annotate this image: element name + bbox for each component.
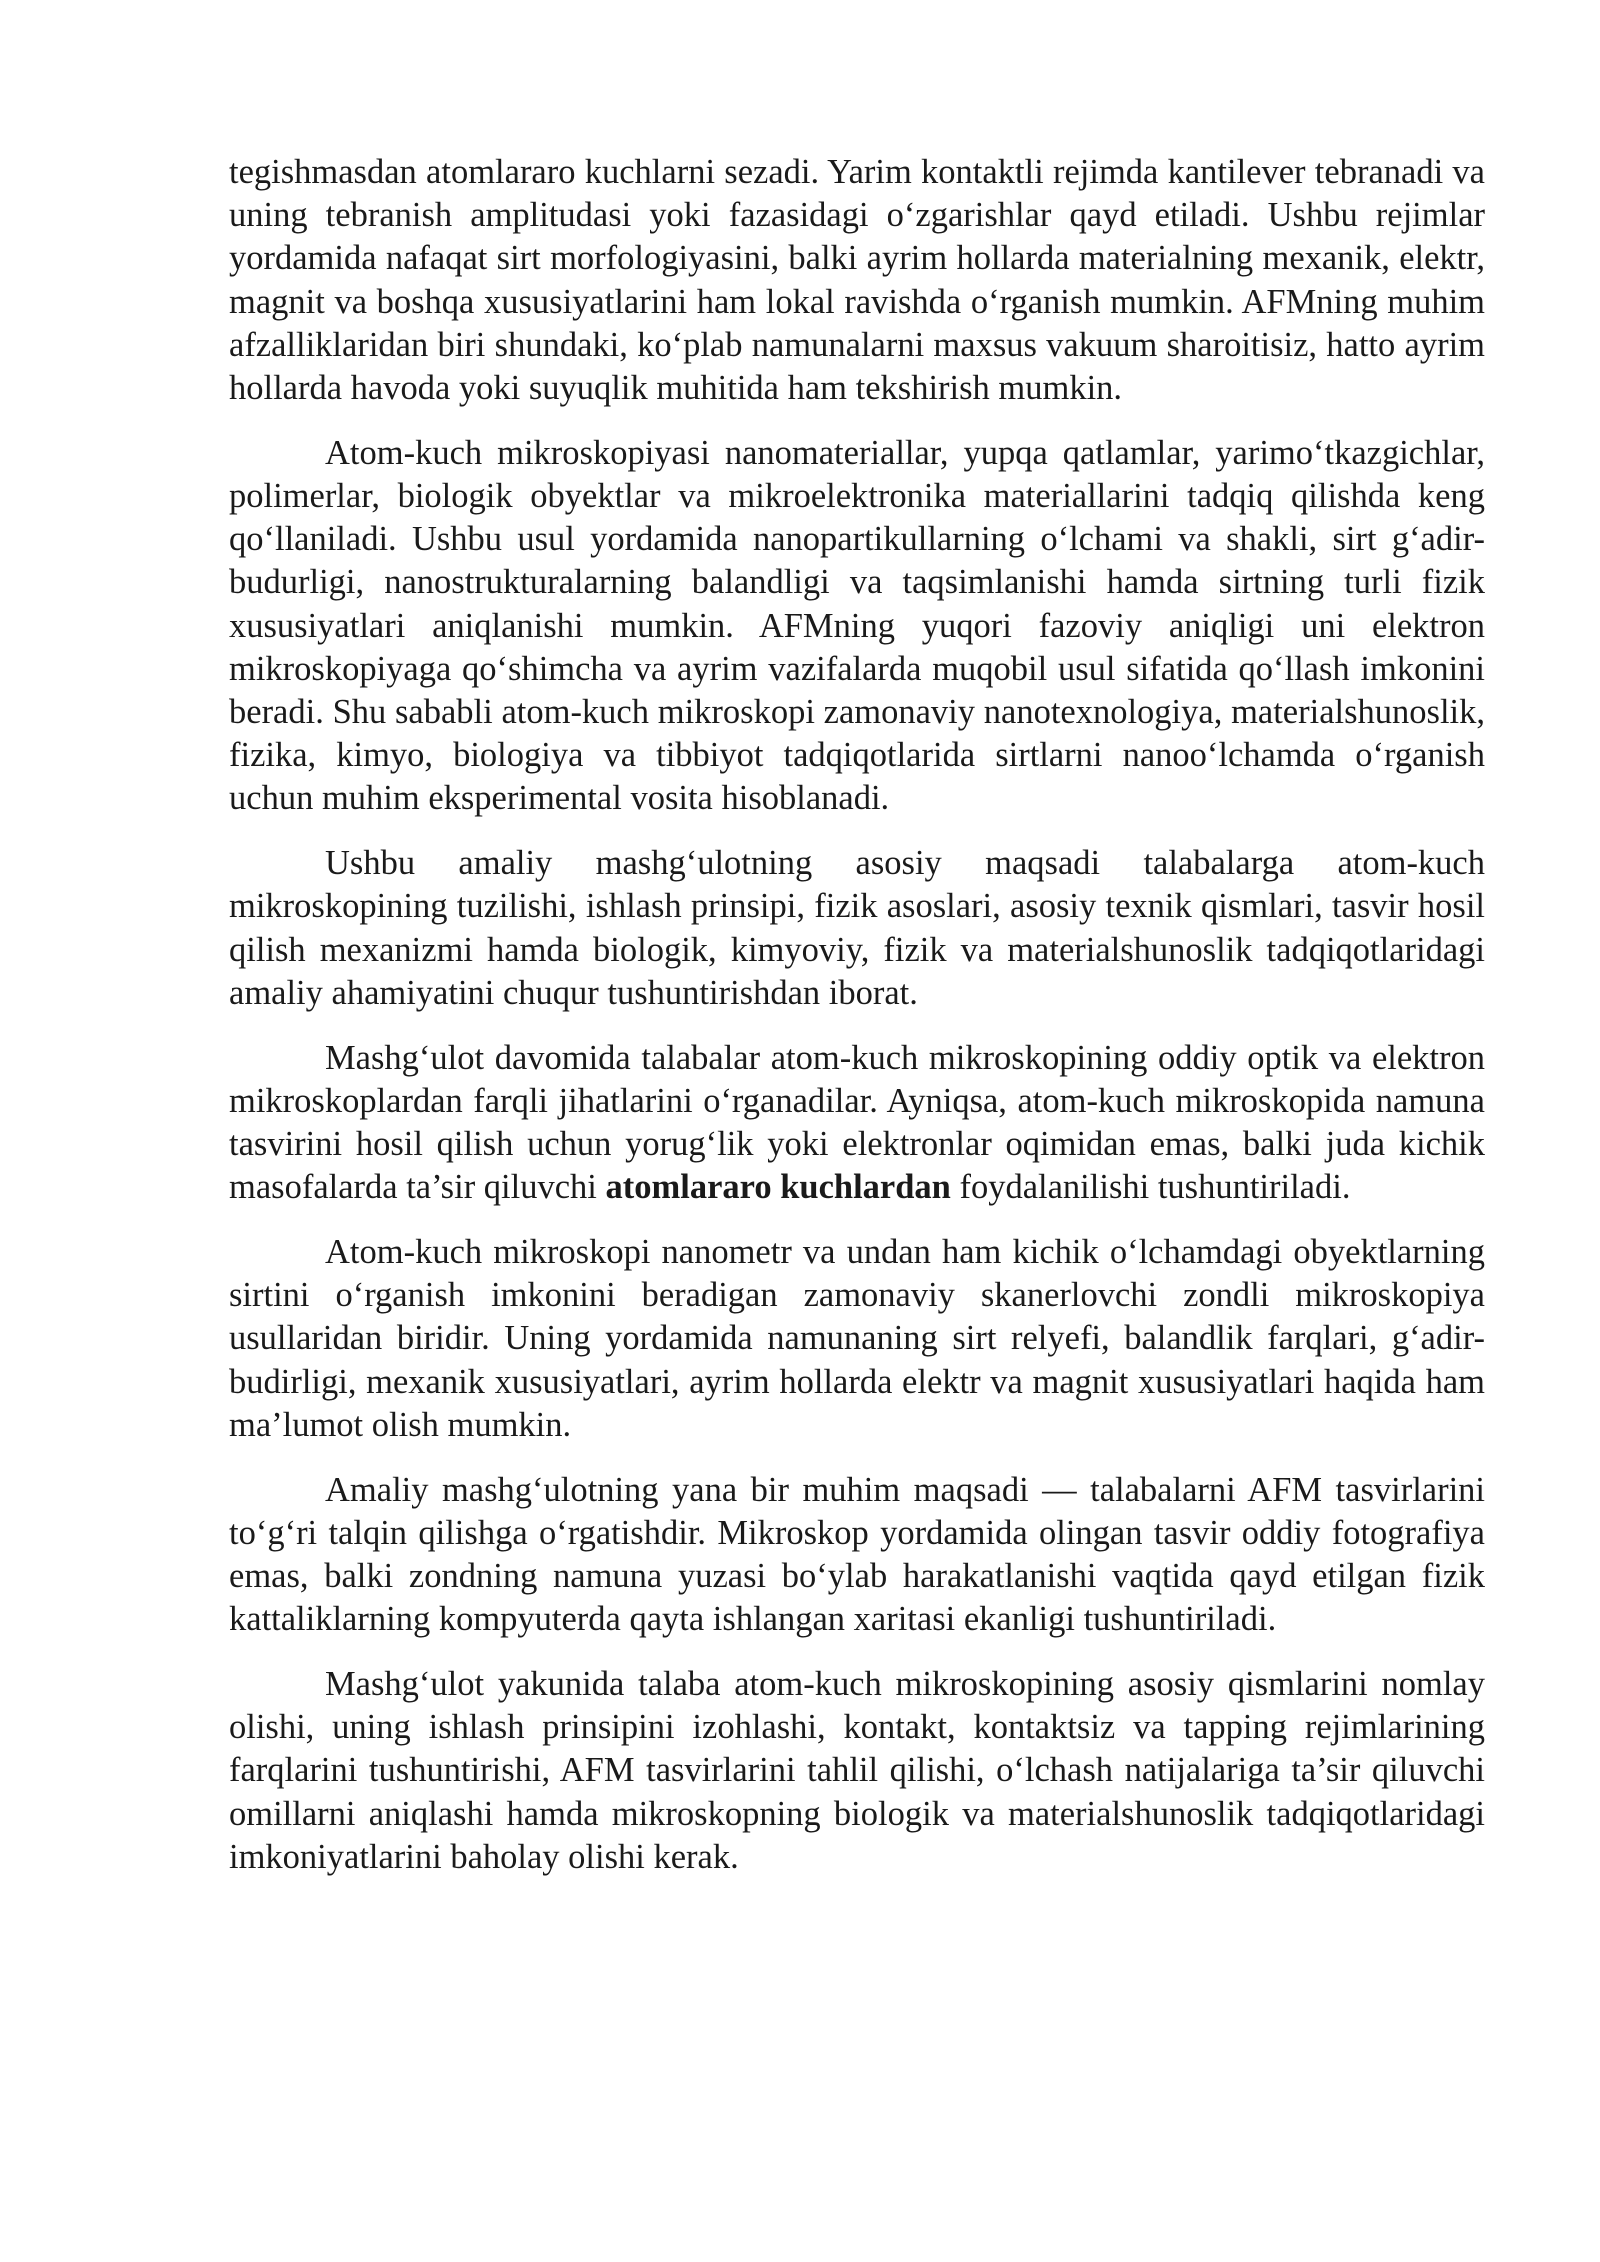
paragraph-2-text: Atom-kuch mikroskopiyasi nanomateriallar, yupqa qatlamlar, yarimo‘tkazgichlar, polimerlar, biologik obyektlar va mikroelektronika materiallarini tadqiq qilishda keng qo‘llaniladi. Ushbu usul yordamida nanopartikullarning o‘lchami va shakli, sirt g‘adir-budurligi, nanostrukturalarning balandligi va taqsimlanishi hamda sirtning turli fizik xususiyatlari aniqlanishi mumkin. AFMning yuqori fazoviy aniqligi uni elektron mikroskopiyaga qo‘shimcha va ayrim vazifalarda muqobil usul sifatida qo‘llash imkonini beradi. Shu sababli atom-kuch mikroskopi zamonaviy nanotexnologiya, materialshunoslik, fizika, kimyo, biologiya va tibbiyot tadqiqotlarida sirtlarni nanoo‘lchamda o‘rganish uchun muhim eksperimental vosita hisoblanadi. — [229, 433, 1485, 818]
paragraph-1 — [229, 151, 1485, 410]
paragraph-5-text: Atom-kuch mikroskopi nanometr va undan ham kichik o‘lchamdagi obyektlarning sirtini o‘rganish imkonini beradigan zamonaviy skanerlovchi zondli mikroskopiya usullaridan biridir. Uning yordamida namunaning sirt relyefi, balandlik farqlari, g‘adir-budirligi, mexanik xususiyatlari, ayrim hollarda elektr va magnit xususiyatlari haqida ham ma’lumot olish mumkin. — [229, 1233, 1485, 1444]
paragraph-1-text: tegishmasdan atomlararo kuchlarni sezadi. Yarim kontaktli rejimda kantilever tebranadi va uning tebranish amplitudasi yoki fazasidagi o‘zgarishlar qayd etiladi. Ushbu rejimlar yordamida nafaqat sirt morfologiyasini, balki ayrim hollarda materialning mexanik, elektr, magnit va boshqa xususiyatlarini ham lokal ravishda o‘rganish mumkin. AFMning muhim afzalliklaridan biri shundaki, ko‘plab namunalarni maxsus vakuum sharoitisiz, hatto ayrim hollarda havoda yoki suyuqlik muhitida ham tekshirish mumkin. — [229, 153, 1485, 408]
document-page — [229, 151, 1485, 1901]
paragraph-3-text: Ushbu amaliy mashg‘ulotning asosiy maqsadi talabalarga atom-kuch mikroskopining tuzilishi, ishlash prinsipi, fizik asoslari, asosiy texnik qismlari, tasvir hosil qilish mexanizmi hamda biologik, kimyoviy, fizik va materialshunoslik tadqiqotlaridagi amaliy ahamiyatini chuqur tushuntirishdan iborat. — [229, 844, 1485, 1012]
paragraph-4-bold-term: atomlararo kuchlardan — [605, 1168, 951, 1207]
paragraph-7 — [229, 1663, 1485, 1879]
paragraph-6-text: Amaliy mashg‘ulotning yana bir muhim maqsadi — talabalarni AFM tasvirlarini to‘g‘ri talqin qilishga o‘rgatishdir. Mikroskop yordamida olingan tasvir oddiy fotografiya emas, balki zondning namuna yuzasi bo‘ylab harakatlanishi vaqtida qayd etilgan fizik kattaliklarning kompyuterda qayta ishlangan xaritasi ekanligi tushuntiriladi. — [229, 1470, 1485, 1639]
paragraph-4-text-start: Mashg‘ulot davomida talabalar atom-kuch mikroskopining oddiy optik va elektron mikroskoplardan farqli jihatlarini o‘rganadilar. Ayniqsa, atom-kuch mikroskopida namuna tasvirini hosil qilish uchun yorug‘lik yoki elektronlar oqimidan emas, balki juda kichik masofalarda ta’sir qiluvchi — [229, 1038, 1485, 1207]
paragraph-5 — [229, 1231, 1485, 1447]
paragraph-7-text: Mashg‘ulot yakunida talaba atom-kuch mikroskopining asosiy qismlarini nomlay olishi, uning ishlash prinsipini izohlashi, kontakt, kontaktsiz va tapping rejimlarining farqlarini tushuntirishi, AFM tasvirlarini tahlil qilishi, o‘lchash natijalariga ta’sir qiluvchi omillarni aniqlashi hamda mikroskopning biologik va materialshunoslik tadqiqotlaridagi imkoniyatlarini baholay olishi kerak. — [229, 1665, 1485, 1876]
paragraph-2 — [229, 432, 1485, 821]
paragraph-4-text-end: foydalanilishi tushuntiriladi. — [950, 1168, 1351, 1207]
paragraph-4 — [229, 1037, 1485, 1210]
paragraph-3 — [229, 842, 1485, 1015]
paragraph-6 — [229, 1469, 1485, 1642]
